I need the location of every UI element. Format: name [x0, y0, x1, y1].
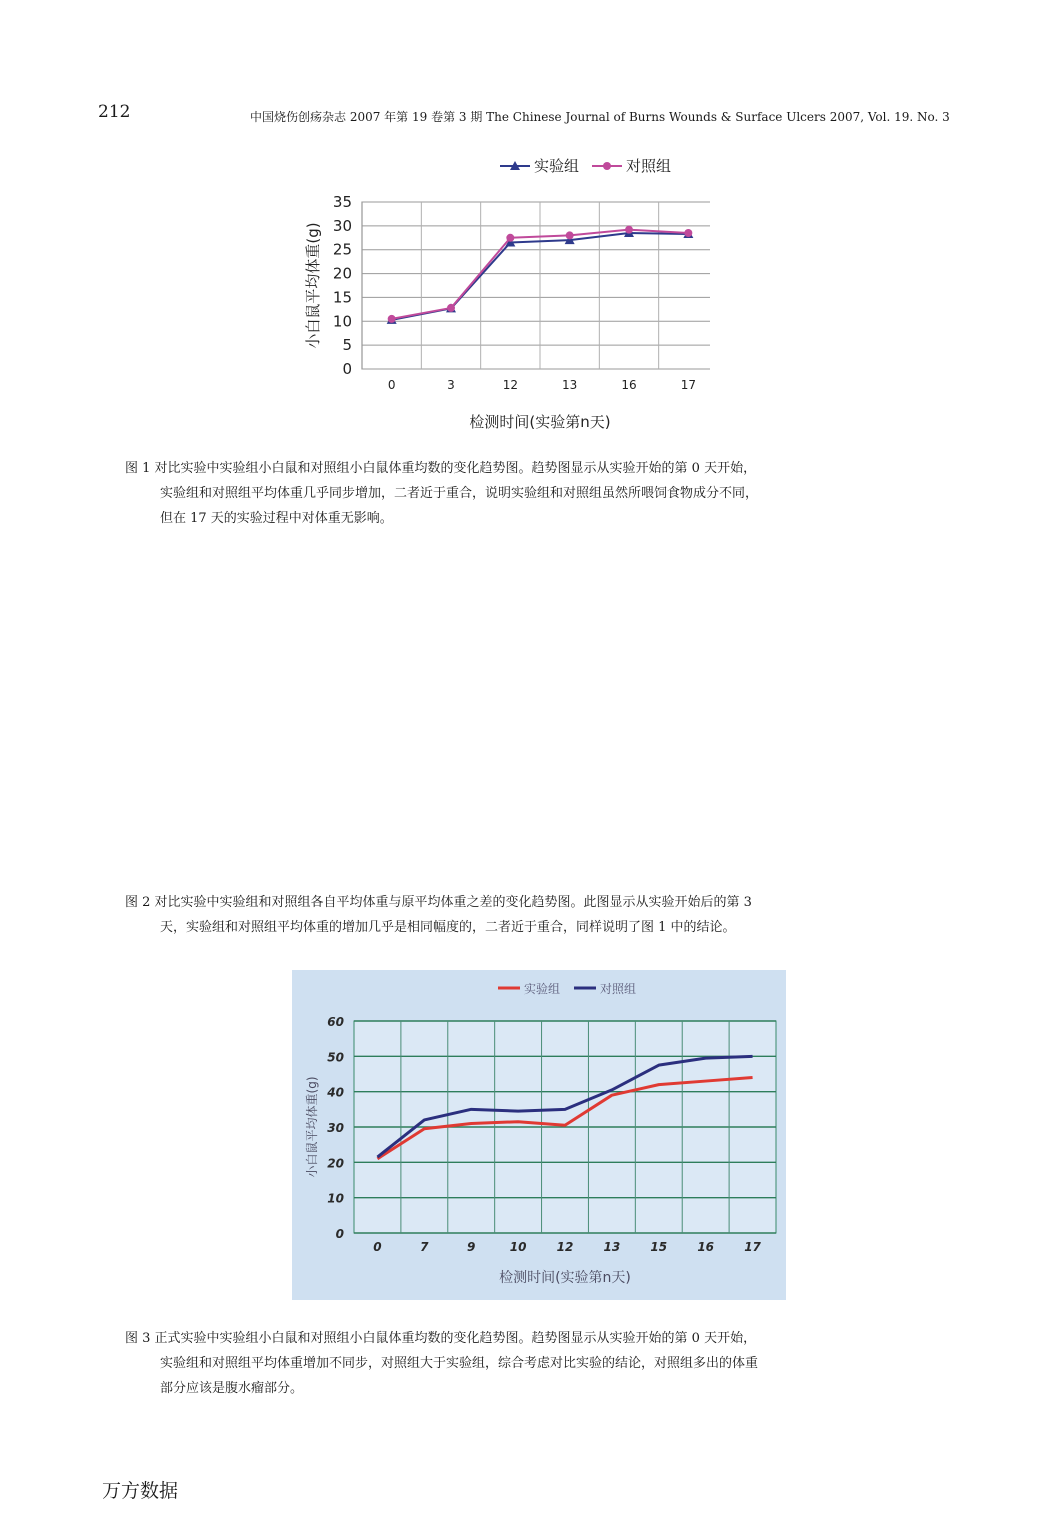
figure-3-caption	[125, 1326, 945, 1401]
data-point	[625, 226, 633, 234]
figure-2-caption-line-2: 天，实验组和对照组平均体重的增加几乎是相同幅度的，二者近于重合，同样说明了图 1 中的结论。	[160, 920, 736, 935]
legend-label: 对照组	[600, 982, 637, 996]
x-axis-title: 检测时间(实验第n天)	[469, 413, 611, 431]
data-point	[388, 315, 396, 323]
legend-marker	[603, 162, 611, 170]
y-tick-label: 30	[327, 1121, 344, 1135]
y-tick-label: 35	[332, 193, 352, 211]
footer-watermark: 万方数据	[102, 1480, 179, 1502]
y-tick-label: 10	[327, 1191, 344, 1206]
x-tick-label: 12	[502, 378, 518, 392]
y-tick-label: 50	[327, 1050, 344, 1065]
y-tick-label: 15	[332, 288, 352, 307]
x-tick-label: 0	[373, 1240, 382, 1254]
data-point	[447, 304, 455, 312]
y-tick-label: 0	[342, 360, 352, 378]
figure-3-caption-line-2: 实验组和对照组平均体重增加不同步，对照组大于实验组，综合考虑对比实验的结论，对照组多出的体重	[160, 1356, 759, 1371]
y-tick-label: 25	[332, 240, 352, 259]
y-tick-label: 30	[332, 216, 352, 235]
x-tick-label: 17	[680, 378, 696, 392]
legend-label: 实验组	[524, 982, 561, 996]
data-point	[506, 234, 514, 242]
x-tick-label: 16	[697, 1240, 715, 1254]
x-tick-label: 13	[603, 1240, 621, 1254]
y-tick-label: 5	[342, 336, 352, 355]
x-tick-label: 13	[562, 378, 578, 392]
x-tick-label: 15	[650, 1240, 668, 1254]
y-tick-label: 0	[335, 1227, 344, 1241]
figure-2-caption-line-1: 图 2 对比实验中实验组和对照组各自平均体重与原平均体重之差的变化趋势图。此图显示从实验开始后的第 3	[125, 895, 752, 910]
y-axis-title: 小白鼠平均体重(g)	[305, 1076, 319, 1178]
y-tick-label: 60	[327, 1015, 344, 1029]
data-point	[684, 229, 692, 237]
figure-1-caption-line-1: 图 1 对比实验中实验组小白鼠和对照组小白鼠体重均数的变化趋势图。趋势图显示从实验开始的第 0 天开始，	[125, 461, 757, 476]
figure-1-chart	[290, 145, 710, 440]
page-number: 212	[98, 102, 131, 122]
x-tick-label: 7	[420, 1240, 429, 1254]
x-tick-label: 12	[556, 1240, 574, 1254]
figure-1-caption	[125, 456, 945, 531]
legend-label: 对照组	[626, 157, 672, 175]
figure-3-caption-line-3: 部分应该是腹水瘤部分。	[160, 1381, 304, 1396]
legend-label: 实验组	[534, 157, 580, 175]
y-tick-label: 20	[327, 1156, 344, 1171]
plot-area	[362, 202, 710, 369]
figure-3-caption-line-1: 图 3 正式实验中实验组小白鼠和对照组小白鼠体重均数的变化趋势图。趋势图显示从实验开始的第 0 天开始，	[125, 1331, 757, 1346]
figure-3-chart	[292, 970, 786, 1300]
y-tick-label: 10	[332, 312, 352, 331]
figure-1-caption-line-2: 实验组和对照组平均体重几乎同步增加，二者近于重合，说明实验组和对照组虽然所喂饲食物成分不同，	[160, 486, 759, 501]
y-axis-title: 小白鼠平均体重(g)	[304, 222, 322, 349]
running-header: 中国烧伤创疡杂志 2007 年第 19 卷第 3 期 The Chinese Journal of Burns Wounds & Surface Ulcers 2007, Vol. 19. No. 3	[250, 110, 950, 124]
x-axis-title: 检测时间(实验第n天)	[499, 1270, 631, 1286]
x-tick-label: 3	[447, 378, 455, 392]
x-tick-label: 0	[387, 378, 396, 392]
x-tick-label: 17	[744, 1240, 761, 1254]
x-tick-label: 16	[621, 378, 637, 392]
figure-1-caption-line-3: 但在 17 天的实验过程中对体重无影响。	[160, 511, 393, 526]
x-tick-label: 10	[509, 1240, 527, 1254]
y-tick-label: 20	[332, 264, 352, 283]
data-point	[566, 231, 574, 239]
y-tick-label: 40	[327, 1085, 344, 1100]
x-tick-label: 9	[467, 1240, 476, 1254]
figure-2-caption	[125, 890, 945, 940]
